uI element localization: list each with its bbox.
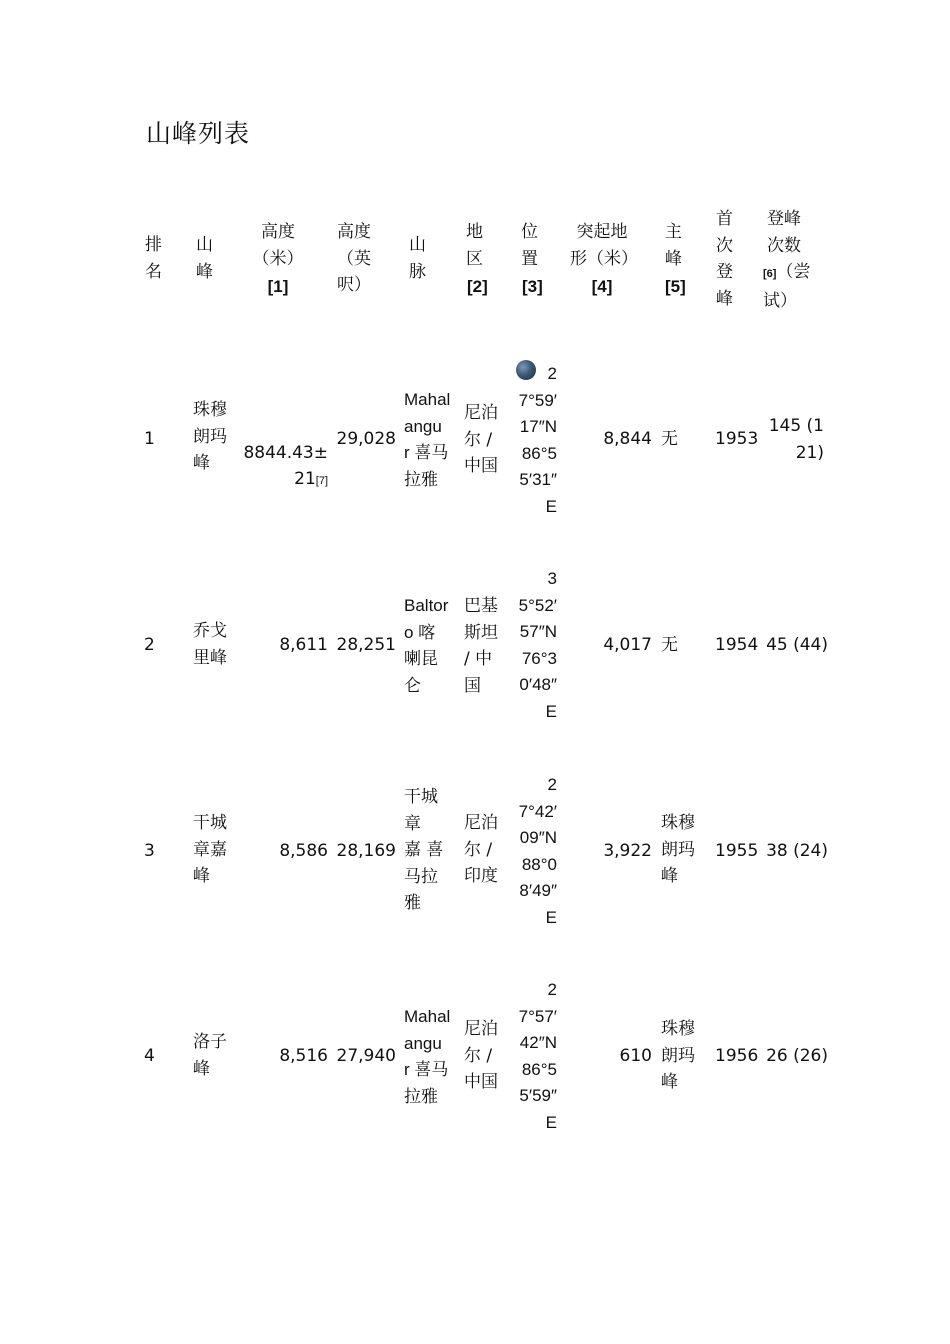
row-height-m: 8,586	[279, 841, 328, 861]
row-ascents: 26 (26)	[766, 1046, 828, 1066]
header-location-ref: [3]	[522, 277, 543, 296]
header-parent-ref: [5]	[665, 277, 686, 296]
row-region: 尼泊 尔 / 印度	[464, 813, 498, 886]
header-location: 位 置	[521, 222, 538, 269]
row-range: 干城 章 嘉 喜 马拉 雅	[404, 787, 444, 913]
row-rank: 1	[144, 429, 155, 449]
row-rank: 4	[144, 1046, 155, 1066]
row-height-ft: 27,940	[336, 1046, 396, 1066]
header-ascents-attempts-text: （尝 试）	[763, 262, 811, 311]
row-height-m-value: 8844.43± 21	[243, 442, 328, 489]
row-parent: 无	[661, 429, 678, 449]
row-first-ascent: 1955	[715, 841, 759, 861]
row-first-ascent: 1953	[715, 429, 759, 449]
row-range: Mahal angu r 喜马 拉雅	[404, 390, 451, 489]
header-mountain: 山 峰	[196, 235, 213, 282]
row-mountain: 乔戈 里峰	[193, 621, 227, 668]
row-prominence: 3,922	[603, 841, 652, 861]
row-height-m: 8,516	[279, 1046, 328, 1066]
row-height-ft: 29,028	[336, 429, 396, 449]
row-range: Baltor o 喀 喇昆 仑	[404, 596, 449, 695]
header-first-ascent: 首 次 登 峰	[716, 209, 733, 309]
row-first-ascent: 1954	[715, 635, 759, 655]
row-height-m	[240, 413, 328, 495]
row-prominence: 610	[619, 1046, 652, 1066]
row-rank: 2	[144, 635, 155, 655]
row-rank: 3	[144, 841, 155, 861]
row-prominence: 8,844	[603, 429, 652, 449]
header-parent: 主 峰	[665, 222, 682, 269]
row-location: 2 7°59′ 17″N 86°5 5′31″ E	[518, 364, 557, 516]
row-ascents: 38 (24)	[766, 841, 828, 861]
row-location: 2 7°42′ 09″N 88°0 8′49″ E	[518, 775, 557, 927]
row-ascents: 145 (1 21)	[768, 416, 824, 463]
row-height-m-ref: [7]	[315, 475, 328, 487]
row-first-ascent: 1956	[715, 1046, 759, 1066]
row-region: 尼泊 尔 / 中国	[464, 403, 498, 476]
header-region-ref: [2]	[467, 277, 488, 296]
header-rank: 排 名	[145, 235, 162, 282]
row-parent: 珠穆 朗玛 峰	[661, 813, 695, 886]
header-prominence: 突起地 形（米）	[570, 222, 638, 269]
row-range: Mahal angu r 喜马 拉雅	[404, 1007, 451, 1106]
row-height-ft: 28,251	[336, 635, 396, 655]
header-range: 山 脉	[409, 235, 426, 282]
header-ascents-attempts	[763, 259, 823, 314]
header-ascents: 登峰 次数	[767, 209, 801, 256]
row-parent: 珠穆 朗玛 峰	[661, 1019, 695, 1092]
row-location: 2 7°57′ 42″N 86°5 5′59″ E	[518, 980, 557, 1132]
header-region: 地 区	[466, 222, 483, 269]
row-mountain: 珠穆 朗玛 峰	[193, 400, 227, 473]
header-height-ft: 高度 （英 呎）	[337, 222, 371, 295]
row-ascents: 45 (44)	[766, 635, 828, 655]
row-mountain: 干城 章嘉 峰	[193, 813, 227, 886]
header-ascents-ref: [6]	[763, 268, 777, 280]
row-location: 3 5°52′ 57″N 76°3 0′48″ E	[518, 569, 557, 721]
row-region: 尼泊 尔 / 中国	[464, 1019, 498, 1092]
row-parent: 无	[661, 635, 678, 655]
row-mountain: 洛子 峰	[193, 1032, 227, 1079]
header-height-m-ref: [1]	[267, 277, 289, 296]
page-title: 山峰列表	[146, 119, 251, 148]
row-height-ft: 28,169	[336, 841, 396, 861]
row-prominence: 4,017	[603, 635, 652, 655]
header-prominence-ref: [4]	[591, 277, 613, 296]
row-height-m: 8,611	[279, 635, 328, 655]
row-region: 巴基 斯坦 / 中 国	[464, 596, 498, 696]
header-height-m: 高度 （米）	[252, 222, 304, 269]
